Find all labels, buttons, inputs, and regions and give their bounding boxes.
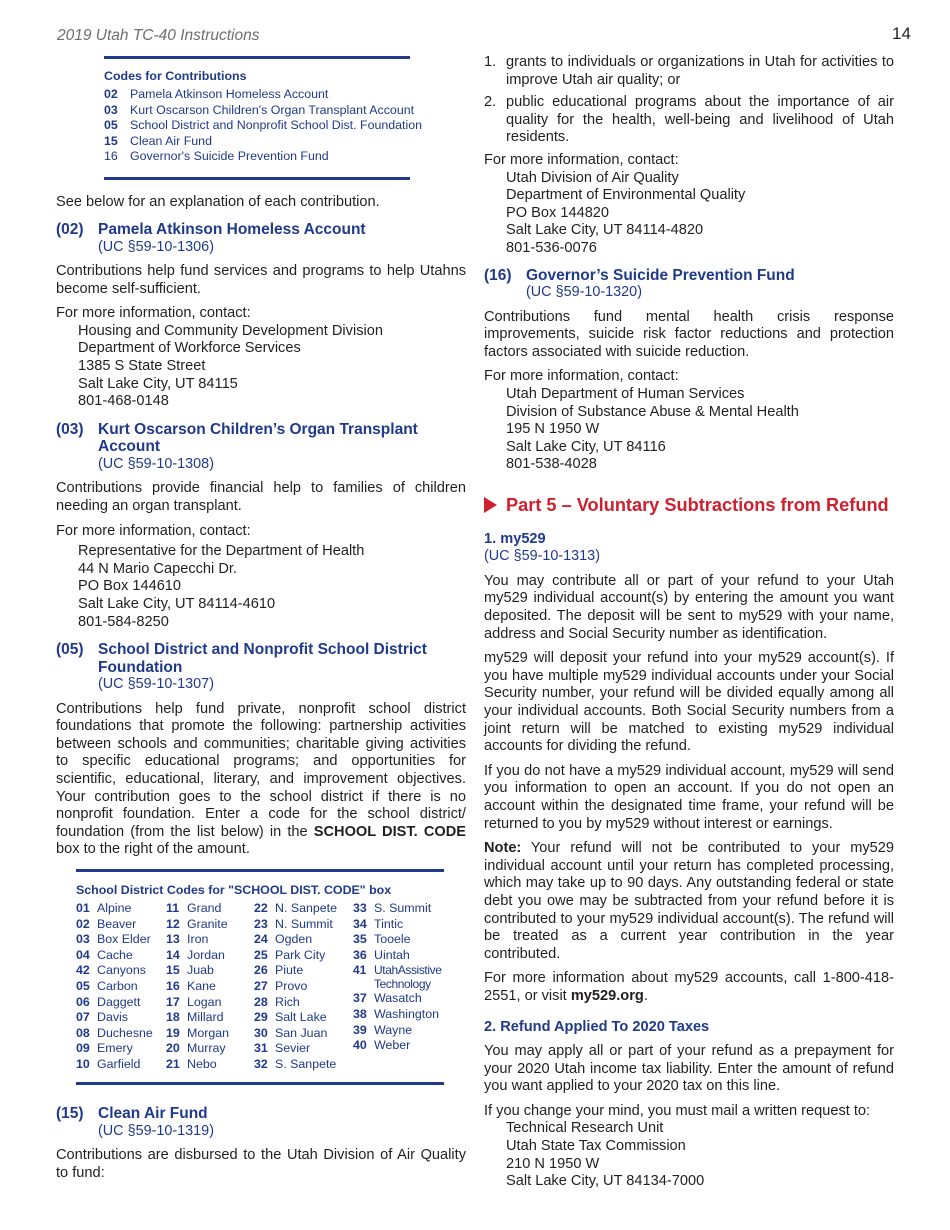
- clean-air-list: [484, 54, 894, 147]
- section-heading: [484, 267, 894, 285]
- sd-code-item: 05 Carbon: [76, 978, 138, 993]
- section-title: School District and Nonprofit School District Foundation: [98, 641, 427, 676]
- sd-code-item: 06 Daggett: [76, 994, 141, 1009]
- section-code: (15): [56, 1105, 84, 1123]
- code-name: Governor's Suicide Prevention Fund: [130, 149, 329, 163]
- code-name: Kurt Oscarson Children's Organ Transplant Account: [130, 102, 415, 117]
- code-name: Clean Air Fund: [130, 133, 212, 148]
- sd-code-item: 13 Iron: [166, 932, 209, 947]
- contact-address: [506, 170, 894, 258]
- sd-code-item: 38 Washington: [353, 1006, 439, 1021]
- my529-note: Note: Your refund will not be contributed to your my529 individual account until your return has completed processing, which may take up to 90 days. Any outstanding federal or state debt you owe may be subtracted from your refund before it is contributed to your my529 individual account(s). The refund will be treated as a current year contribution in the year contributed.: [484, 840, 894, 962]
- code-item: [104, 118, 423, 134]
- address-line: 801-468-0148: [78, 393, 169, 410]
- section-body: Contributions provide financial help to families of children needing an organ transplant.: [56, 480, 466, 514]
- sd-code-item: 40 Weber: [353, 1038, 411, 1053]
- contact-address: [506, 386, 894, 474]
- section-citation: (UC §59-10-1320): [526, 284, 642, 301]
- sd-code-item: 02 Beaver: [76, 916, 137, 931]
- address-line: Division of Substance Abuse & Mental Health: [506, 403, 799, 420]
- sd-code-item: 18 Millard: [166, 1010, 224, 1025]
- sd-column: [254, 901, 353, 1073]
- address-line: 801-536-0076: [506, 239, 597, 256]
- section-body: Contributions help fund services and programs to help Utahns become self-sufficient.: [56, 263, 466, 297]
- section-code: (02): [56, 221, 84, 239]
- address-line: 801-538-4028: [506, 456, 597, 473]
- address-line: 801-584-8250: [78, 613, 169, 630]
- sd-code-item: 04 Cache: [76, 947, 133, 962]
- section-code: (05): [56, 641, 84, 659]
- address-line: 210 N 1950 W: [506, 1155, 600, 1172]
- right-column: [484, 54, 894, 1191]
- sd-code-item: 34 Tintic: [353, 916, 404, 931]
- refund-2020-section: [484, 1019, 894, 1191]
- sd-code-item: 03 Box Elder: [76, 932, 151, 947]
- code-number: 15: [104, 133, 118, 148]
- refund-2020-paragraph: You may apply all or part of your refund as a prepayment for your 2020 Utah income tax liability. Enter the amount of refund you want applied to your 2020 tax on this line.: [484, 1043, 894, 1095]
- part5-title: Part 5 – Voluntary Subtractions from Refund: [506, 494, 889, 515]
- contact-address: [78, 543, 466, 631]
- my529-heading: 1. my529: [484, 530, 546, 547]
- section-02: [56, 221, 466, 411]
- refund-2020-heading: 2. Refund Applied To 2020 Taxes: [484, 1018, 710, 1035]
- sd-column: [353, 901, 444, 1073]
- section-05: [56, 641, 466, 859]
- sd-code-item: 20 Murray: [166, 1041, 226, 1056]
- sd-code-item: 35 Tooele: [353, 932, 411, 947]
- sd-code-item: 25 Park City: [254, 947, 326, 962]
- sd-code-item: 10 Garfield: [76, 1056, 141, 1071]
- section-title: Pamela Atkinson Homeless Account: [98, 221, 366, 239]
- address-line: Representative for the Department of Health: [78, 543, 365, 560]
- address-line: 1385 S State Street: [78, 358, 206, 375]
- address-line: Salt Lake City, UT 84114-4820: [506, 222, 704, 239]
- more-info-label: For more information, contact:: [56, 522, 251, 539]
- my529-paragraph: You may contribute all or part of your refund to your Utah my529 individual account(s) by entering the amount you want deposited. The deposit will be sent to my529 with your name, address and Social Security number as identification.: [484, 572, 894, 642]
- section-body: Contributions are disbursed to the Utah Division of Air Quality to fund:: [56, 1147, 466, 1182]
- address-line: 44 N Mario Capecchi Dr.: [78, 560, 237, 577]
- section-heading: [56, 1105, 466, 1123]
- sd-column: [166, 901, 254, 1073]
- sd-code-item: 42 Canyons: [76, 963, 146, 978]
- section-title: Clean Air Fund: [98, 1105, 208, 1123]
- sd-code-item: 28 Rich: [254, 994, 300, 1009]
- sd-code-item: 26 Piute: [254, 963, 304, 978]
- section-body: Contributions help fund private, nonprofit school district foundations that promote the following: partnership activities between schools and communities; charitable giving activities to specific educational programs; and opportunities for scientific, educational, literary, and improvement objectives. Your contribution goes to the school district if there is no nonprofit foundation. Enter a code for the school district/ foundation (from the list below) in the SCHOOL DIST. CODE box to the right of the amount.: [56, 700, 466, 858]
- sd-code-item: 15 Juab: [166, 963, 214, 978]
- sd-code-item: 27 Provo: [254, 978, 308, 993]
- sd-code-item: 08 Duchesne: [76, 1025, 153, 1040]
- code-number: 05: [104, 118, 118, 132]
- section-citation: (UC §59-10-1307): [98, 676, 214, 693]
- sd-code-item: 09 Emery: [76, 1041, 133, 1056]
- section-code: (03): [56, 420, 84, 438]
- sd-code-item: 21 Nebo: [166, 1056, 217, 1071]
- section-03: [56, 421, 466, 631]
- my529-link[interactable]: my529.org: [570, 987, 644, 1004]
- my529-paragraph: If you do not have a my529 individual account, my529 will send you information to open an account. If you do not open an account within the designated time frame, your refund will be returned to you by my529 without interest or earnings.: [484, 762, 894, 832]
- code-name: School District and Nonprofit School Dist. Foundation: [130, 118, 423, 132]
- sd-codes-grid: [76, 901, 444, 1073]
- part5-heading: [484, 495, 894, 516]
- more-info-label: For more information, contact:: [484, 368, 679, 385]
- play-triangle-icon: [484, 497, 497, 513]
- section-code: (16): [484, 266, 512, 284]
- contribution-codes-box: [104, 56, 423, 180]
- section-citation: (UC §59-10-1308): [98, 455, 214, 472]
- code-item: [104, 87, 410, 103]
- sd-code-item: 30 San Juan: [254, 1025, 328, 1040]
- address-line: Utah Division of Air Quality: [506, 169, 679, 186]
- sd-box-top-rule: [76, 869, 444, 872]
- sd-code-item: 23 N. Summit: [254, 916, 333, 931]
- code-number: 16: [104, 149, 118, 163]
- sd-code-item: 14 Jordan: [166, 947, 225, 962]
- sd-code-item: 33 S. Summit: [353, 900, 432, 915]
- sd-code-item: 17 Logan: [166, 994, 222, 1009]
- address-line: Salt Lake City, UT 84114-4610: [78, 595, 276, 612]
- address-line: Salt Lake City, UT 84134-7000: [506, 1173, 705, 1190]
- section-16: [484, 267, 894, 474]
- mailing-address: [506, 1120, 894, 1190]
- code-item: [104, 149, 410, 165]
- sd-code-item: 12 Granite: [166, 916, 228, 931]
- sd-code-item: 01 Alpine: [76, 900, 132, 915]
- address-line: Department of Workforce Services: [78, 340, 301, 357]
- codes-box-bottom-rule: [104, 177, 410, 180]
- section-title: Governor’s Suicide Prevention Fund: [526, 266, 795, 284]
- left-column: [56, 56, 466, 1183]
- list-item: 2. public educational programs about the importance of air quality for the health, well-being and livelihood of Utah residents.: [484, 94, 894, 146]
- section-heading: [56, 221, 466, 239]
- my529-section: [484, 531, 894, 1006]
- document-header-title: 2019 Utah TC-40 Instructions: [57, 27, 260, 44]
- sd-code-item: 16 Kane: [166, 978, 216, 993]
- section-heading: [56, 641, 466, 676]
- address-line: Salt Lake City, UT 84116: [506, 438, 666, 455]
- address-line: Utah State Tax Commission: [506, 1138, 686, 1154]
- codes-box-top-rule: [104, 56, 410, 59]
- page-number: 14: [892, 24, 911, 43]
- sd-code-item: 36 Uintah: [353, 947, 410, 962]
- section-15: [56, 1105, 466, 1182]
- sd-code-item: 39 Wayne: [353, 1022, 413, 1037]
- intro-text: See below for an explanation of each contribution.: [56, 193, 380, 210]
- sd-box-bottom-rule: [76, 1082, 444, 1085]
- sd-box-title: School District Codes for "SCHOOL DIST. CODE" box: [76, 882, 392, 897]
- more-info-label: For more information, contact:: [484, 151, 679, 168]
- address-line: Department of Environmental Quality: [506, 187, 746, 204]
- code-item: [104, 102, 415, 119]
- address-line: PO Box 144610: [78, 578, 182, 595]
- address-line: Housing and Community Development Division: [78, 322, 383, 339]
- my529-contact: For more information about my529 accounts, call 1-800-418-2551, or visit my529.org.: [484, 970, 894, 1004]
- sd-code-item: 11 Grand: [166, 900, 222, 915]
- list-item: 1. grants to individuals or organizations in Utah for activities to improve Utah air quality; or: [484, 54, 894, 88]
- my529-citation: (UC §59-10-1313): [484, 548, 600, 565]
- sd-code-item: 29 Salt Lake: [254, 1010, 327, 1025]
- sd-code-item: 07 Davis: [76, 1010, 128, 1025]
- section-citation: (UC §59-10-1306): [98, 238, 214, 255]
- section-title: Kurt Oscarson Children’s Organ Transplant Account: [98, 420, 418, 456]
- more-info-label: For more information, contact:: [56, 305, 251, 322]
- my529-paragraph: my529 will deposit your refund into your my529 account(s). If you have multiple my529 individual accounts under your Social Security number, your refund will be divided equally among all your individual accounts. Both Social Security numbers from a joint return will be matched to existing my529 individual accounts for dividing the refund.: [484, 650, 894, 755]
- sd-code-item: 19 Morgan: [166, 1025, 230, 1040]
- section-citation: (UC §59-10-1319): [98, 1122, 214, 1139]
- section-body: Contributions fund mental health crisis response improvements, suicide risk factor reductions and protection factors associated with suicide reduction.: [484, 308, 894, 360]
- section-heading: [56, 421, 466, 456]
- sd-code-item: 41 UtahAssistive Technology: [353, 963, 442, 992]
- address-line: Technical Research Unit: [506, 1120, 664, 1137]
- address-line: 195 N 1950 W: [506, 421, 600, 438]
- sd-code-item: 31 Sevier: [254, 1041, 311, 1056]
- sd-code-item: 32 S. Sanpete: [254, 1056, 337, 1071]
- codes-box-title: Codes for Contributions: [104, 69, 247, 83]
- sd-code-item: 22 N. Sanpete: [254, 900, 337, 915]
- address-line: Salt Lake City, UT 84115: [78, 375, 238, 392]
- refund-2020-paragraph: If you change your mind, you must mail a written request to:: [484, 1102, 871, 1119]
- address-line: Utah Department of Human Services: [506, 385, 745, 402]
- address-line: PO Box 144820: [506, 204, 610, 221]
- sd-code-item: 37 Wasatch: [353, 991, 422, 1006]
- contact-address: [78, 323, 466, 411]
- code-number: 02: [104, 87, 118, 101]
- code-item: [104, 134, 410, 150]
- sd-code-item: 24 Ogden: [254, 932, 313, 947]
- code-name: Pamela Atkinson Homeless Account: [130, 87, 329, 101]
- code-number: 03: [104, 102, 118, 117]
- sd-column: [76, 901, 166, 1073]
- school-district-codes-box: [76, 869, 444, 1086]
